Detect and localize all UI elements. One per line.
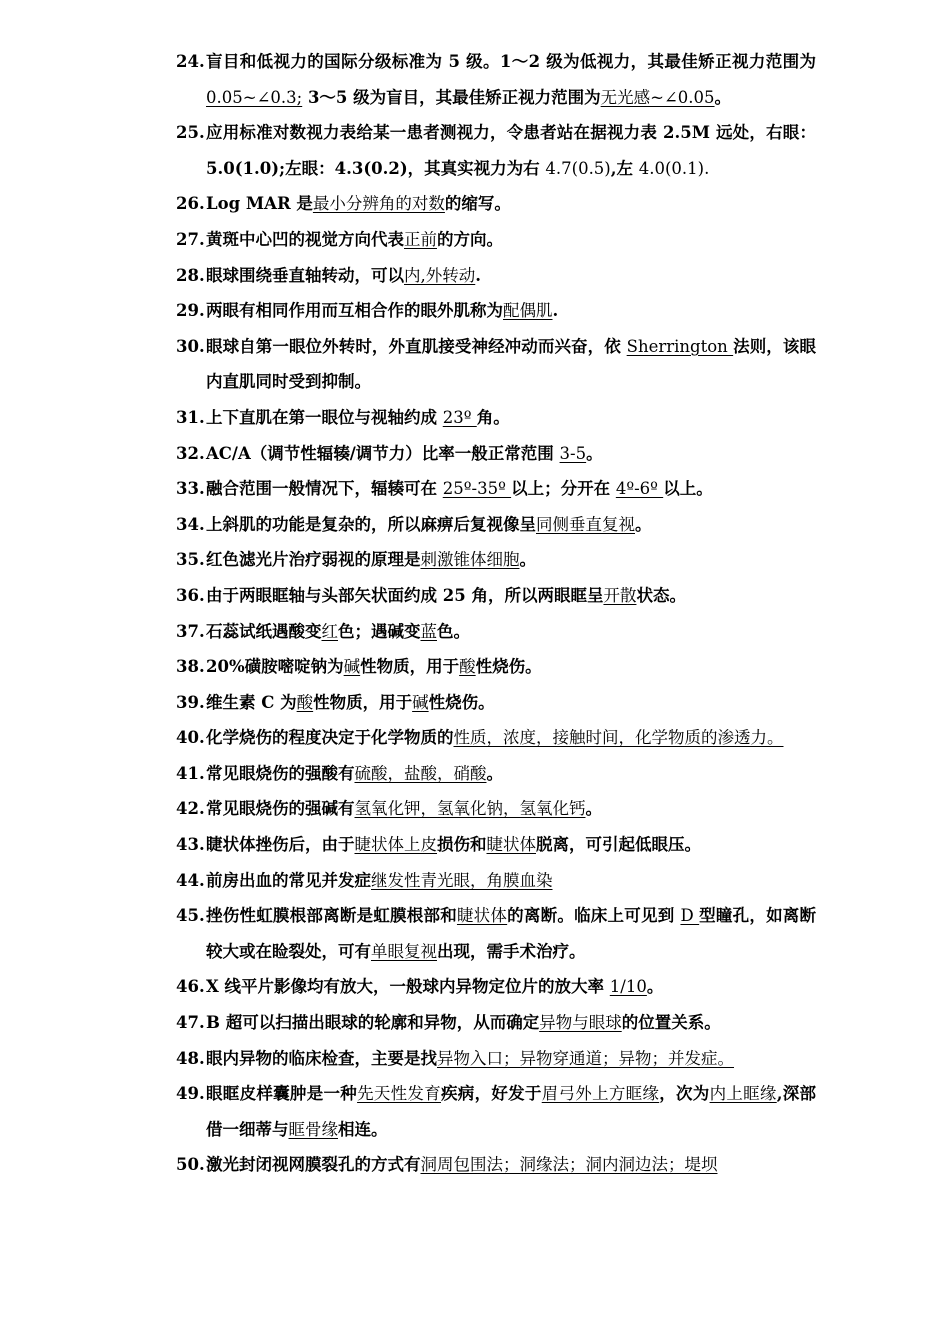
answer-blank: 开散 bbox=[603, 585, 637, 605]
question-number: 31. bbox=[176, 407, 205, 427]
question-text: 疾病，好发于 bbox=[441, 1084, 542, 1104]
question-text: 以上；分开在 bbox=[511, 479, 616, 499]
question-item bbox=[176, 293, 816, 329]
answer-blank: 硫酸，盐酸，硝酸 bbox=[354, 763, 487, 783]
answer-blank: 同侧垂直复视 bbox=[536, 514, 635, 534]
question-text: 20%磺胺嘧啶钠为 bbox=[206, 657, 344, 677]
question-text: 由于两眼眶轴与头部矢状面约成 25 角，所以两眼眶呈 bbox=[206, 585, 604, 605]
question-text: 的位置关系。 bbox=[621, 1013, 721, 1033]
question-text: 石蕊试纸遇酸变 bbox=[206, 621, 322, 641]
question-number: 36. bbox=[176, 585, 205, 605]
question-list bbox=[176, 44, 816, 1183]
question-item bbox=[176, 578, 816, 614]
answer-blank: 4º-6º bbox=[615, 479, 664, 499]
question-item bbox=[176, 436, 816, 472]
question-text: 性烧伤。 bbox=[428, 692, 495, 712]
question-text: 法则，该眼内直肌同时受到抑制。 bbox=[206, 336, 816, 392]
question-number: 24. bbox=[176, 52, 205, 71]
question-number: 30. bbox=[176, 336, 205, 356]
question-text: 盲目和低视力的国际分级标准为 5 级。1～2 级为低视力，其最佳矫正视力范围为 bbox=[206, 52, 816, 71]
answer-blank: 1/10 bbox=[609, 977, 647, 997]
answer-blank: 睫状体 bbox=[456, 906, 508, 926]
question-text: . bbox=[475, 265, 481, 285]
question-text: 状态。 bbox=[636, 585, 686, 605]
answer-blank: 洞周包围法；洞缘法；洞内洞边法；堤坝 bbox=[420, 1155, 718, 1175]
question-text: 性物质，用于 bbox=[313, 692, 413, 712]
answer-blank: 内,外转动 bbox=[404, 265, 476, 285]
answer-blank: 蓝 bbox=[420, 621, 437, 641]
question-text: 维生素 C 为 bbox=[206, 692, 297, 712]
answer-blank: 内上眶缘 bbox=[709, 1084, 777, 1104]
question-item bbox=[176, 471, 816, 507]
question-text: 。 bbox=[585, 799, 602, 819]
question-text: 脱离，可引起低眼压。 bbox=[536, 835, 701, 855]
question-text: 色。 bbox=[437, 621, 470, 641]
answer-blank: D bbox=[680, 906, 700, 926]
question-number: 26. bbox=[176, 194, 205, 214]
question-number: 35. bbox=[176, 550, 205, 570]
question-text: 以上。 bbox=[663, 479, 713, 499]
question-text: 两眼有相同作用而互相合作的眼外肌称为 bbox=[206, 301, 503, 321]
question-text: 激光封闭视网膜裂孔的方式有 bbox=[206, 1155, 421, 1175]
answer-blank: 眶骨缘 bbox=[288, 1119, 338, 1139]
question-number: 38. bbox=[176, 657, 205, 677]
question-number: 41. bbox=[176, 763, 205, 783]
question-number: 34. bbox=[176, 514, 205, 534]
question-text: 应用标准对数视力表给某一患者测视力，令患者站在据视力表 2.5M 远处，右眼：5.0(1.0);左眼：4.3(0.2)，其真实视力为右 bbox=[206, 123, 816, 178]
question-number: 39. bbox=[176, 692, 205, 712]
answer-blank: 性质，浓度，接触时间，化学物质的渗透力。 bbox=[453, 728, 784, 748]
question-number: 45. bbox=[176, 906, 205, 926]
question-text: AC/A（调节性辐辏/调节力）比率一般正常范围 bbox=[206, 443, 560, 463]
question-text: 3～5 级为盲目，其最佳矫正视力范围为 bbox=[302, 87, 601, 107]
question-item bbox=[176, 827, 816, 863]
question-text: X 线平片影像均有放大，一般球内异物定位片的放大率 bbox=[206, 977, 610, 997]
question-item bbox=[176, 614, 816, 650]
question-number: 40. bbox=[176, 728, 205, 748]
question-text: 上斜肌的功能是复杂的，所以麻痹后复视像呈 bbox=[206, 514, 536, 534]
question-text: 。 bbox=[714, 87, 732, 107]
question-text: 的离断。临床上可见到 bbox=[507, 906, 681, 926]
answer-blank: 无光感~∠0.05 bbox=[600, 87, 715, 107]
question-item bbox=[176, 649, 816, 685]
question-number: 49. bbox=[176, 1084, 205, 1104]
question-number: 44. bbox=[176, 870, 205, 890]
question-item bbox=[176, 1005, 816, 1041]
answer-blank: 眉弓外上方眶缘 bbox=[541, 1084, 660, 1104]
question-number: 27. bbox=[176, 229, 205, 249]
question-text: 。 bbox=[635, 514, 652, 534]
answer-blank: 睫状体 bbox=[486, 835, 536, 855]
question-number: 32. bbox=[176, 443, 205, 463]
question-number: 47. bbox=[176, 1013, 205, 1033]
question-item bbox=[176, 44, 816, 115]
question-text: 红色滤光片治疗弱视的原理是 bbox=[206, 550, 421, 570]
question-item bbox=[176, 720, 816, 756]
question-text: 。 bbox=[586, 443, 603, 463]
question-text: 角。 bbox=[476, 407, 510, 427]
question-text: 挫伤性虹膜根部离断是虹膜根部和 bbox=[206, 906, 457, 926]
question-item bbox=[176, 898, 816, 969]
question-text: 化学烧伤的程度决定于化学物质的 bbox=[206, 728, 454, 748]
question-item bbox=[176, 791, 816, 827]
question-text: 损伤和 bbox=[437, 835, 487, 855]
question-text: 眼球围绕垂直轴转动，可以 bbox=[206, 265, 404, 285]
question-text: 眼球自第一眼位外转时，外直肌接受神经冲动而兴奋，依 bbox=[206, 336, 627, 356]
question-text: 。 bbox=[519, 550, 536, 570]
question-text: 色；遇碱变 bbox=[338, 621, 421, 641]
question-text: 常见眼烧伤的强碱有 bbox=[206, 799, 355, 819]
question-item bbox=[176, 222, 816, 258]
question-text: 性烧伤。 bbox=[475, 657, 542, 677]
question-number: 50. bbox=[176, 1155, 205, 1175]
question-text: 性物质，用于 bbox=[360, 657, 460, 677]
question-text: 黄斑中心凹的视觉方向代表 bbox=[206, 229, 404, 249]
answer-blank: 异物与眼球 bbox=[539, 1013, 622, 1033]
question-number: 37. bbox=[176, 621, 205, 641]
question-text: 上下直肌在第一眼位与视轴约成 bbox=[206, 407, 443, 427]
answer-blank: Sherrington bbox=[626, 336, 734, 356]
question-number: 28. bbox=[176, 265, 205, 285]
answer-blank: 继发性青光眼，角膜血染 bbox=[371, 870, 553, 890]
question-item bbox=[176, 400, 816, 436]
question-text: 前房出血的常见并发症 bbox=[206, 870, 371, 890]
question-number: 33. bbox=[176, 479, 205, 499]
answer-blank: 红 bbox=[321, 621, 338, 641]
question-text: ,深部借一细蒂与 bbox=[206, 1084, 817, 1139]
question-item bbox=[176, 1041, 816, 1077]
answer-blank: 正前 bbox=[404, 229, 437, 249]
answer-blank: 酸 bbox=[296, 692, 314, 712]
question-text: 型瞳孔，如离断较大或在睑裂处，可有 bbox=[206, 906, 817, 961]
answer-blank: 最小分辨角的对数 bbox=[312, 194, 445, 214]
question-text: 。 bbox=[486, 763, 503, 783]
answer-blank: 睫状体上皮 bbox=[354, 835, 437, 855]
answer-blank: 单眼复视 bbox=[371, 941, 437, 961]
question-text: 的缩写。 bbox=[444, 194, 511, 214]
question-text: 融合范围一般情况下，辐辏可在 bbox=[206, 479, 443, 499]
question-number: 25. bbox=[176, 123, 205, 143]
question-item bbox=[176, 115, 816, 186]
answer-text: 4.0(0.1). bbox=[638, 158, 710, 178]
question-number: 42. bbox=[176, 799, 205, 819]
question-text: Log MAR 是 bbox=[206, 194, 313, 214]
question-text: 的方向。 bbox=[437, 229, 503, 249]
question-item bbox=[176, 507, 816, 543]
question-text: ，次为 bbox=[659, 1084, 710, 1104]
answer-blank: 碱 bbox=[412, 692, 429, 712]
question-text: 睫状体挫伤后，由于 bbox=[206, 835, 355, 855]
question-item bbox=[176, 542, 816, 578]
answer-blank: 刺激锥体细胞 bbox=[420, 550, 520, 570]
question-item bbox=[176, 969, 816, 1005]
question-item bbox=[176, 186, 816, 222]
question-text: 相连。 bbox=[338, 1119, 388, 1139]
question-item bbox=[176, 258, 816, 294]
answer-blank: 异物入口；异物穿通道；异物；并发症。 bbox=[437, 1048, 734, 1068]
question-item bbox=[176, 329, 816, 400]
question-text: 眼眶皮样囊肿是一种 bbox=[206, 1084, 358, 1104]
answer-blank: 酸 bbox=[459, 657, 476, 677]
question-text: 出现，需手术治疗。 bbox=[437, 941, 586, 961]
question-number: 48. bbox=[176, 1048, 205, 1068]
question-item bbox=[176, 756, 816, 792]
answer-blank: 配偶肌 bbox=[503, 301, 553, 321]
question-text: ,左 bbox=[610, 158, 639, 178]
question-number: 43. bbox=[176, 835, 205, 855]
answer-blank: 先天性发育 bbox=[357, 1084, 441, 1104]
answer-blank: 碱 bbox=[343, 657, 361, 677]
answer-blank: 氢氧化钾，氢氧化钠，氢氧化钙 bbox=[354, 799, 586, 819]
question-number: 46. bbox=[176, 977, 205, 997]
question-item bbox=[176, 863, 816, 899]
answer-text: 4.7(0.5) bbox=[545, 158, 611, 178]
question-text: 常见眼烧伤的强酸有 bbox=[206, 763, 355, 783]
question-text: 。 bbox=[646, 977, 664, 997]
question-item bbox=[176, 1147, 816, 1183]
question-text: . bbox=[552, 301, 559, 321]
question-item bbox=[176, 1076, 816, 1147]
answer-blank: 25º-35º bbox=[442, 479, 512, 499]
question-number: 29. bbox=[176, 301, 205, 321]
answer-blank: 23º bbox=[442, 407, 477, 427]
question-item bbox=[176, 685, 816, 721]
question-text: B 超可以扫描出眼球的轮廓和异物，从而确定 bbox=[206, 1013, 540, 1033]
answer-blank: 0.05~∠0.3; bbox=[206, 87, 303, 107]
question-text: 眼内异物的临床检查，主要是找 bbox=[206, 1048, 437, 1068]
answer-blank: 3-5 bbox=[559, 443, 587, 463]
